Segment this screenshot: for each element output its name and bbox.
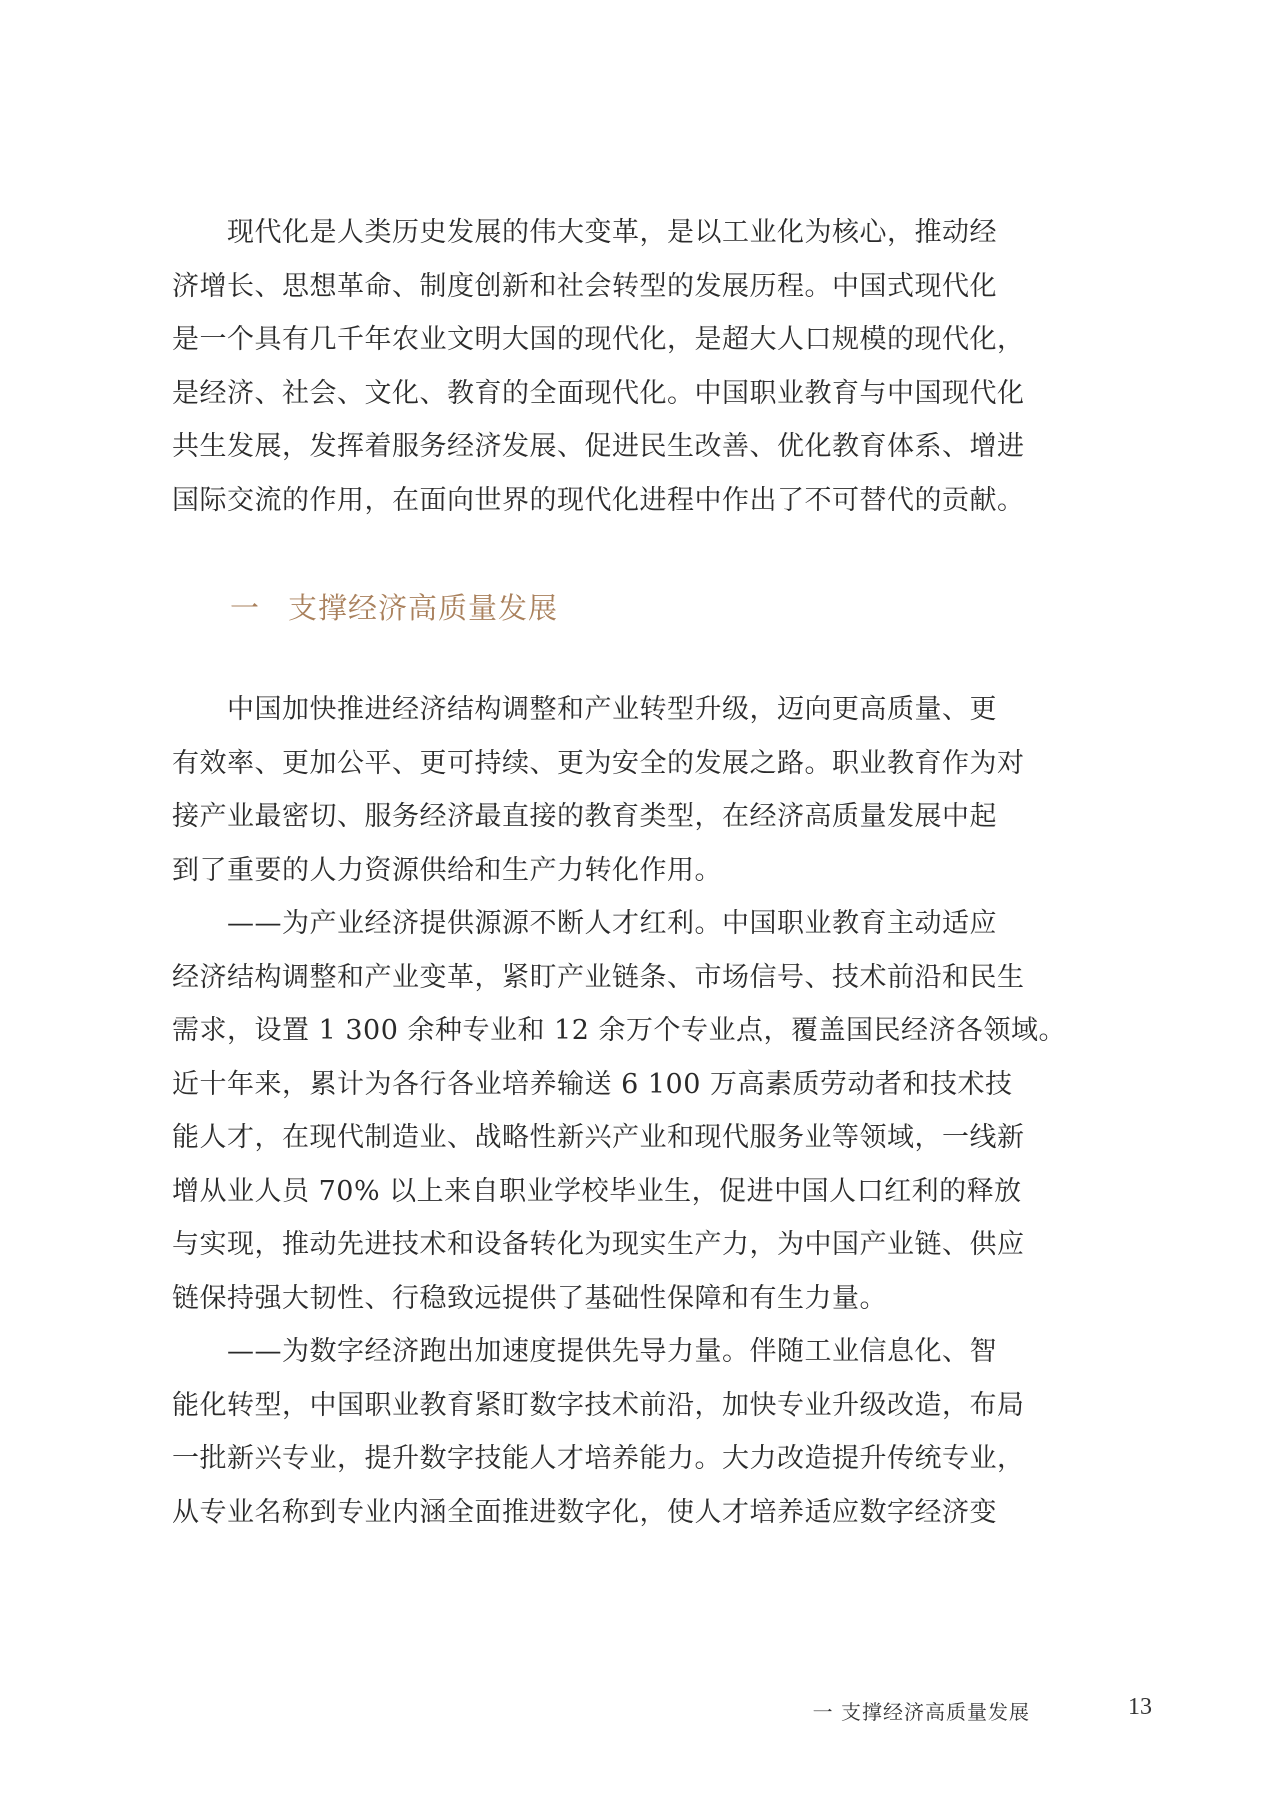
section-body [172,683,1066,1539]
page-number: 13 [1128,1694,1152,1720]
text-line: 增从业人员 70% 以上来自职业学校毕业生，促进中国人口红利的释放 [172,1175,1022,1207]
text-line: 一批新兴专业，提升数字技能人才培养能力。大力改造提升传统专业， [172,1443,1025,1474]
text-line: 是一个具有几千年农业文明大国的现代化，是超大人口规模的现代化， [172,324,1025,355]
section-number: 一 [230,591,261,625]
section-heading [230,586,558,627]
text-line: 与实现，推动先进技术和设备转化为现实生产力，为中国产业链、供应 [172,1229,1025,1260]
text-line: 中国加快推进经济结构调整和产业转型升级，迈向更高质量、更 [227,694,997,725]
text-line: 现代化是人类历史发展的伟大变革，是以工业化为核心，推动经 [227,217,997,248]
text-line: 需求，设置 1 300 余种专业和 12 余万个专业点，覆盖国民经济各领域。 [172,1015,1066,1046]
text-line: 共生发展，发挥着服务经济发展、促进民生改善、优化教育体系、增进 [172,431,1025,462]
text-line: 济增长、思想革命、制度创新和社会转型的发展历程。中国式现代化 [172,270,997,302]
text-line: 从专业名称到专业内涵全面推进数字化，使人才培养适应数字经济变 [172,1496,997,1528]
text-line: 接产业最密切、服务经济最直接的教育类型，在经济高质量发展中起 [172,801,997,832]
running-title: 一 支撑经济高质量发展 [812,1700,1030,1724]
text-line: 链保持强大韧性、行稳致远提供了基础性保障和有生力量。 [172,1282,887,1314]
section-title: 支撑经济高质量发展 [288,591,559,625]
intro-paragraph [172,206,1034,527]
text-line: 能人才，在现代制造业、战略性新兴产业和现代服务业等领域，一线新 [172,1122,1025,1153]
text-line: 是经济、社会、文化、教育的全面现代化。中国职业教育与中国现代化 [172,377,1025,409]
text-line: ——为数字经济跑出加速度提供先导力量。伴随工业信息化、智 [227,1336,997,1367]
text-line: ——为产业经济提供源源不断人才红利。中国职业教育主动适应 [227,908,997,939]
text-line: 经济结构调整和产业变革，紧盯产业链条、市场信号、技术前沿和民生 [172,961,1025,993]
text-line: 能化转型，中国职业教育紧盯数字技术前沿，加快专业升级改造，布局 [172,1389,1025,1421]
text-line: 近十年来，累计为各行各业培养输送 6 100 万高素质劳动者和技术技 [172,1068,1013,1100]
text-line: 有效率、更加公平、更可持续、更为安全的发展之路。职业教育作为对 [172,747,1025,779]
page-footer [0,1694,1285,1726]
text-line: 到了重要的人力资源供给和生产力转化作用。 [172,854,722,886]
text-line: 国际交流的作用，在面向世界的现代化进程中作出了不可替代的贡献。 [172,484,1025,516]
